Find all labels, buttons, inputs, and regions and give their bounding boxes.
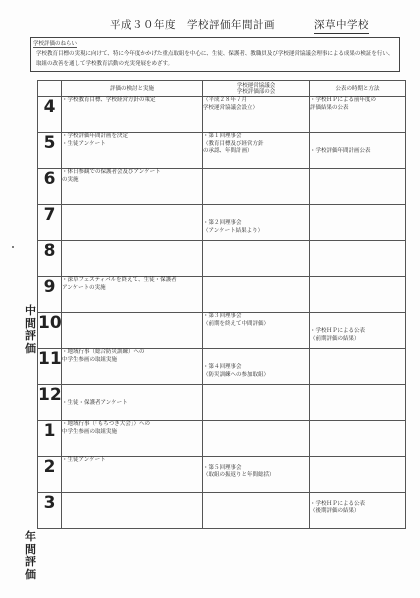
table-row: [38, 493, 406, 529]
evaluation-cell: ・生徒アンケート: [62, 457, 203, 493]
publication-cell: ・学校ＨＰによる公表 （前期評価の結果）: [310, 313, 406, 349]
month-header: [38, 81, 62, 97]
council-cell: ・第４回理事会 （防災訓練への参加取組）: [203, 349, 310, 385]
table-row: [38, 385, 406, 421]
aim-box: [30, 37, 400, 72]
header-evaluation: 評価の検討と実施: [62, 81, 203, 97]
table-row: [38, 277, 406, 313]
publication-cell: ・学校評価年間計画公表: [310, 133, 406, 169]
table-row: [38, 421, 406, 457]
evaluation-cell: [62, 493, 203, 529]
month-cell: 5: [38, 133, 62, 169]
evaluation-cell: ・生徒・保護者アンケート: [62, 385, 203, 421]
table-row: [38, 205, 406, 241]
council-cell: [203, 169, 310, 205]
midterm-evaluation-label: 中 間 評 価: [25, 304, 36, 355]
council-cell: ・第５回理事会 （取組の振返りと年間総括）: [203, 457, 310, 493]
publication-cell: [310, 421, 406, 457]
table-row: [38, 241, 406, 277]
publication-cell: [310, 277, 406, 313]
evaluation-cell: ・地域行事（「もちつき大会」）への 中学生参画の取組実施: [62, 421, 203, 457]
publication-cell: [310, 349, 406, 385]
council-cell: [203, 277, 310, 313]
month-cell: 11: [38, 349, 62, 385]
council-cell: [203, 385, 310, 421]
publication-cell: [310, 205, 406, 241]
evaluation-cell: ・地域行事（総合防災訓練）への 中学生参画の取組実施: [62, 349, 203, 385]
council-cell: ・第２回理事会 （アンケート結果より）: [203, 205, 310, 241]
header-publication: 公表の時期と方法: [310, 81, 406, 97]
publication-cell: [310, 457, 406, 493]
scan-speck: [12, 246, 14, 248]
evaluation-cell: [62, 241, 203, 277]
month-cell: 7: [38, 205, 62, 241]
header-council: 学校運営協議会 学校評価部の会: [203, 81, 310, 97]
school-name: 深草中学校: [314, 17, 369, 34]
council-cell: [203, 241, 310, 277]
table-header-row: [38, 81, 406, 97]
publication-cell: [310, 385, 406, 421]
month-cell: 4: [38, 97, 62, 133]
council-cell: [203, 421, 310, 457]
table-row: [38, 313, 406, 349]
month-cell: 12: [38, 385, 62, 421]
aim-label: 学校評価のねらい: [33, 41, 78, 47]
table-row: [38, 133, 406, 169]
evaluation-cell: ・学校評価年間計画を決定 ・生徒アンケート: [62, 133, 203, 169]
month-cell: 2: [38, 457, 62, 493]
month-cell: 9: [38, 277, 62, 313]
publication-cell: [310, 169, 406, 205]
council-cell: （平成２８年７月 学校運営協議会設立）: [203, 97, 310, 133]
schedule-table: [37, 80, 406, 529]
table-row: [38, 457, 406, 493]
table-row: [38, 97, 406, 133]
month-cell: 10: [38, 313, 62, 349]
month-cell: 8: [38, 241, 62, 277]
publication-cell: ・学校ＨＰによる公表 （後期評価の結果）: [310, 493, 406, 529]
council-cell: [203, 493, 310, 529]
evaluation-cell: ・体日参観での保護者会及びアンケート の実施: [62, 169, 203, 205]
evaluation-cell: [62, 205, 203, 241]
month-cell: 3: [38, 493, 62, 529]
council-cell: ・第１回理事会 （教育目標及び経営方針 の承認、年間計画）: [203, 133, 310, 169]
month-cell: 6: [38, 169, 62, 205]
month-cell: 1: [38, 421, 62, 457]
evaluation-cell: ・学校教育目標、学校経営方針の策定: [62, 97, 203, 133]
annual-evaluation-label: 年 間 評 価: [25, 530, 36, 581]
aim-text: 学校教育目標の実現に向けて、特に今年度かかげた重点取組を中心に、生徒、保護者、教職員及び学校運営協議会理事による成果の検証を行い、取組の改善を通して学校教育活動の充実発展をめざす。: [36, 51, 394, 67]
table-row: [38, 169, 406, 205]
evaluation-cell: ・深草フェスティバルを終えて、生徒・保護者 アンケートの実施: [62, 277, 203, 313]
publication-cell: [310, 241, 406, 277]
page-title: 平成３０年度 学校評価年間計画: [110, 19, 275, 31]
evaluation-cell: [62, 313, 203, 349]
council-cell: ・第３回理事会 （前期を終えて中間評価）: [203, 313, 310, 349]
publication-cell: ・学校ＨＰによる前年度の 評価結果の公表: [310, 97, 406, 133]
table-row: [38, 349, 406, 385]
